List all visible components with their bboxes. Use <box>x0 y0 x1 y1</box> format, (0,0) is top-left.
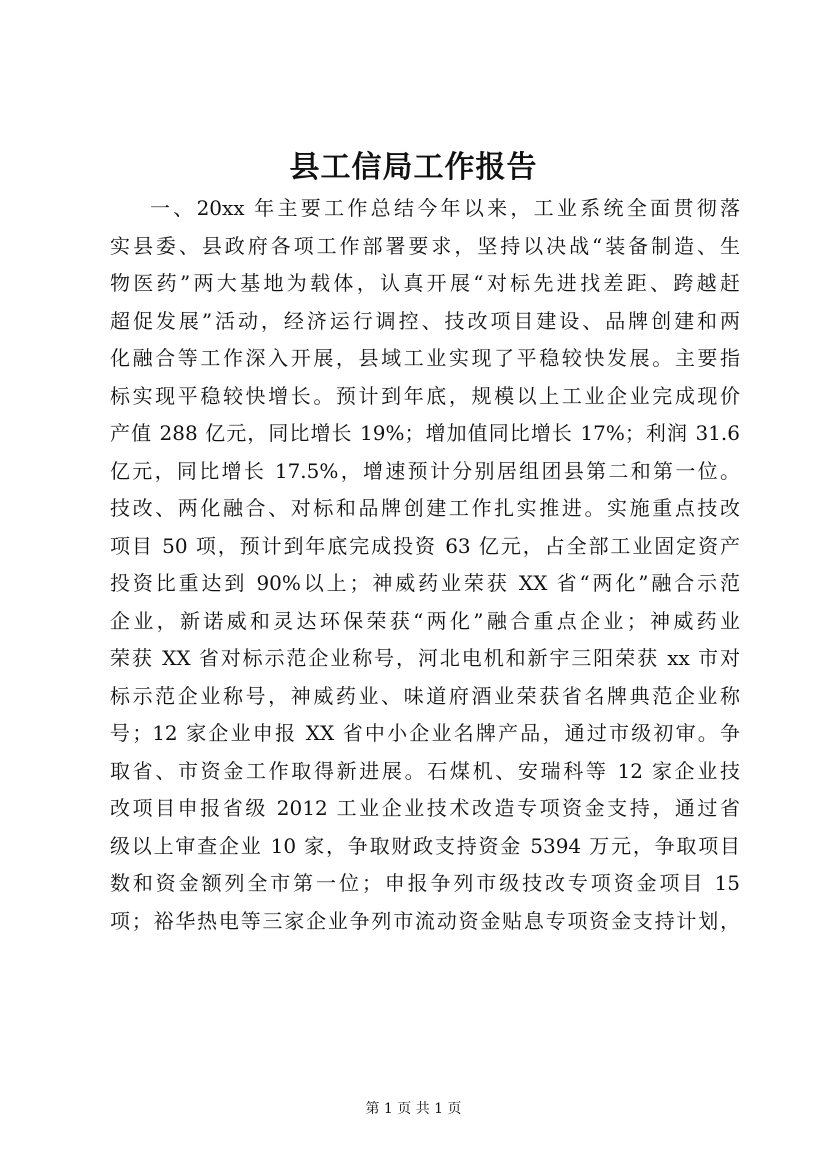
body-line: 化融合等工作深入开展，县域工业实现了平稳较快发展。主要指 <box>110 346 740 370</box>
body-line: 物医药”两大基地为载体，认真开展“对标先进找差距、跨越赶 <box>110 271 740 295</box>
body-line: 产值 288 亿元，同比增长 19%；增加值同比增长 17%；利润 31.6 <box>110 421 740 445</box>
body-line: 技改、两化融合、对标和品牌创建工作扎实推进。实施重点技改 <box>110 496 740 520</box>
body-line: 实县委、县政府各项工作部署要求，坚持以决战“装备制造、生 <box>110 233 740 258</box>
body-line: 取省、市资金工作取得新进展。石煤机、安瑞科等 12 家企业技 <box>110 758 740 783</box>
body-line: 荣获 XX 省对标示范企业称号，河北电机和新宇三阳荣获 xx 市对 <box>110 646 740 670</box>
body-line: 一、20xx 年主要工作总结今年以来，工业系统全面贯彻落 <box>150 196 740 220</box>
body-line: 改项目申报省级 2012 工业企业技术改造专项资金支持，通过省 <box>110 796 740 820</box>
body-line: 项目 50 项，预计到年底完成投资 63 亿元，占全部工业固定资产 <box>110 533 740 558</box>
body-line: 级以上审查企业 10 家，争取财政支持资金 5394 万元，争取项目 <box>110 833 740 858</box>
body-line: 企业，新诺威和灵达环保荣获“两化”融合重点企业；神威药业 <box>110 608 740 633</box>
body-line: 投资比重达到 90%以上；神威药业荣获 XX 省“两化”融合示范 <box>110 571 740 595</box>
body-line: 项；裕华热电等三家企业争列市流动资金贴息专项资金支持计划， <box>110 908 740 933</box>
document-title: 县工信局工作报告 <box>289 150 538 185</box>
body-line: 数和资金额列全市第一位；申报争列市级技改专项资金项目 15 <box>110 871 740 895</box>
body-line: 号；12 家企业申报 XX 省中小企业名牌产品，通过市级初审。争 <box>110 721 740 745</box>
body-line: 标实现平稳较快增长。预计到年底，规模以上工业企业完成现价 <box>110 383 740 408</box>
body-line: 标示范企业称号，神威药业、味道府酒业荣获省名牌典范企业称 <box>110 683 740 708</box>
body-line: 超促发展”活动，经济运行调控、技改项目建设、品牌创建和两 <box>110 308 740 333</box>
document-body <box>110 190 740 940</box>
body-line: 亿元，同比增长 17.5%，增速预计分别居组团县第二和第一位。 <box>110 458 740 483</box>
page-number-footer: 第 1 页 共 1 页 <box>365 1101 462 1117</box>
